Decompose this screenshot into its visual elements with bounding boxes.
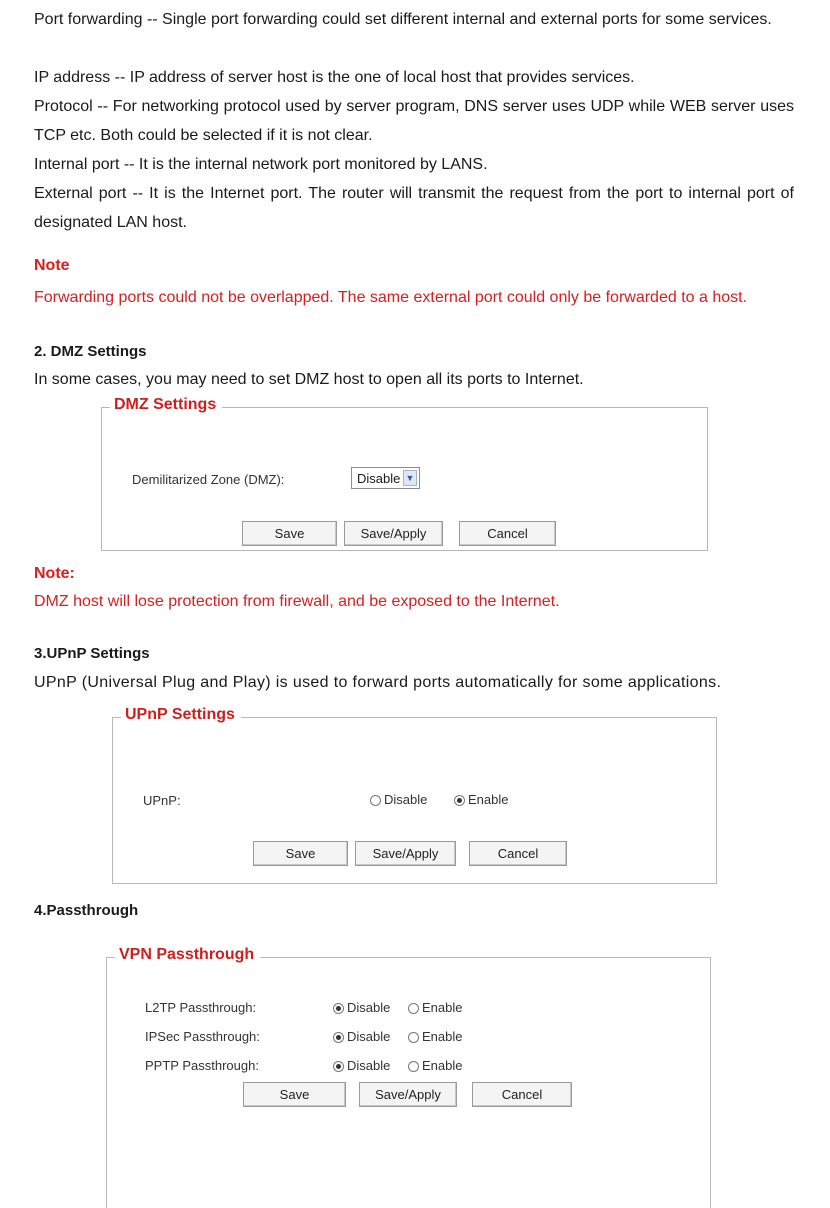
vpn-cancel-button[interactable]: Cancel	[472, 1082, 572, 1107]
radio-checked-icon	[333, 1003, 344, 1014]
ipsec-disable-radio[interactable]	[333, 1029, 390, 1044]
chevron-down-icon[interactable]: ▼	[403, 470, 417, 486]
dmz-settings-panel	[101, 396, 708, 551]
dmz-select[interactable]	[351, 467, 420, 489]
radio-checked-icon	[454, 795, 465, 806]
pptp-disable-radio[interactable]	[333, 1058, 390, 1073]
vpn-save-apply-button[interactable]: Save/Apply	[359, 1082, 457, 1107]
l2tp-disable-radio[interactable]	[333, 1000, 390, 1015]
radio-unchecked-icon	[408, 1032, 419, 1043]
l2tp-disable-label: Disable	[347, 1000, 391, 1015]
note-title: Note	[34, 257, 70, 274]
dmz-heading: 2. DMZ Settings	[34, 343, 147, 360]
radio-unchecked-icon	[408, 1003, 419, 1014]
ipsec-label: IPSec Passthrough:	[145, 1029, 260, 1044]
upnp-settings-panel	[112, 706, 717, 884]
ipsec-disable-label: Disable	[347, 1029, 391, 1044]
upnp-enable-radio[interactable]	[454, 792, 508, 807]
upnp-disable-radio[interactable]	[370, 792, 427, 807]
note2-title: Note:	[34, 565, 75, 582]
external-port-paragraph: External port -- It is the Internet port. The router will transmit the request from the port to internal port of designated LAN host.	[34, 185, 794, 231]
pptp-disable-label: Disable	[347, 1058, 391, 1073]
dmz-field-label: Demilitarized Zone (DMZ):	[132, 472, 285, 487]
protocol-paragraph: Protocol -- For networking protocol used by server program, DNS server uses UDP while WEB server uses TCP etc. Both could be selected if it is not clear.	[34, 98, 794, 144]
port-forwarding-paragraph: Port forwarding -- Single port forwarding could set different internal and external ports for some services.	[34, 11, 772, 28]
pptp-enable-radio[interactable]	[408, 1058, 462, 1073]
dmz-description: In some cases, you may need to set DMZ host to open all its ports to Internet.	[34, 371, 584, 388]
upnp-heading: 3.UPnP Settings	[34, 645, 150, 662]
note-text: Forwarding ports could not be overlapped. The same external port could only be forwarded to a host.	[34, 289, 748, 306]
ipsec-enable-radio[interactable]	[408, 1029, 462, 1044]
radio-unchecked-icon	[408, 1061, 419, 1072]
dmz-select-value: Disable	[357, 471, 401, 486]
dmz-save-apply-button[interactable]: Save/Apply	[344, 521, 443, 546]
radio-checked-icon	[333, 1061, 344, 1072]
upnp-save-button[interactable]: Save	[253, 841, 348, 866]
l2tp-enable-label: Enable	[422, 1000, 463, 1015]
upnp-field-label: UPnP:	[143, 793, 181, 808]
dmz-cancel-button[interactable]: Cancel	[459, 521, 556, 546]
radio-checked-icon	[333, 1032, 344, 1043]
vpn-panel-title: VPN Passthrough	[115, 946, 260, 964]
pptp-enable-label: Enable	[422, 1058, 463, 1073]
upnp-description: UPnP (Universal Plug and Play) is used to forward ports automatically for some applications.	[34, 674, 722, 691]
radio-unchecked-icon	[370, 795, 381, 806]
l2tp-enable-radio[interactable]	[408, 1000, 462, 1015]
dmz-save-button[interactable]: Save	[242, 521, 337, 546]
upnp-enable-label: Enable	[468, 792, 509, 807]
l2tp-label: L2TP Passthrough:	[145, 1000, 257, 1015]
vpn-passthrough-panel	[106, 946, 711, 1208]
pptp-label: PPTP Passthrough:	[145, 1058, 259, 1073]
ip-address-paragraph: IP address -- IP address of server host is the one of local host that provides services.	[34, 69, 635, 86]
upnp-cancel-button[interactable]: Cancel	[469, 841, 567, 866]
vpn-save-button[interactable]: Save	[243, 1082, 346, 1107]
internal-port-paragraph: Internal port -- It is the internal network port monitored by LANS.	[34, 156, 488, 173]
upnp-save-apply-button[interactable]: Save/Apply	[355, 841, 456, 866]
dmz-panel-title: DMZ Settings	[110, 396, 222, 414]
ipsec-enable-label: Enable	[422, 1029, 463, 1044]
passthrough-heading: 4.Passthrough	[34, 902, 139, 919]
upnp-disable-label: Disable	[384, 792, 428, 807]
note2-text: DMZ host will lose protection from firewall, and be exposed to the Internet.	[34, 593, 560, 610]
upnp-panel-title: UPnP Settings	[121, 706, 241, 724]
